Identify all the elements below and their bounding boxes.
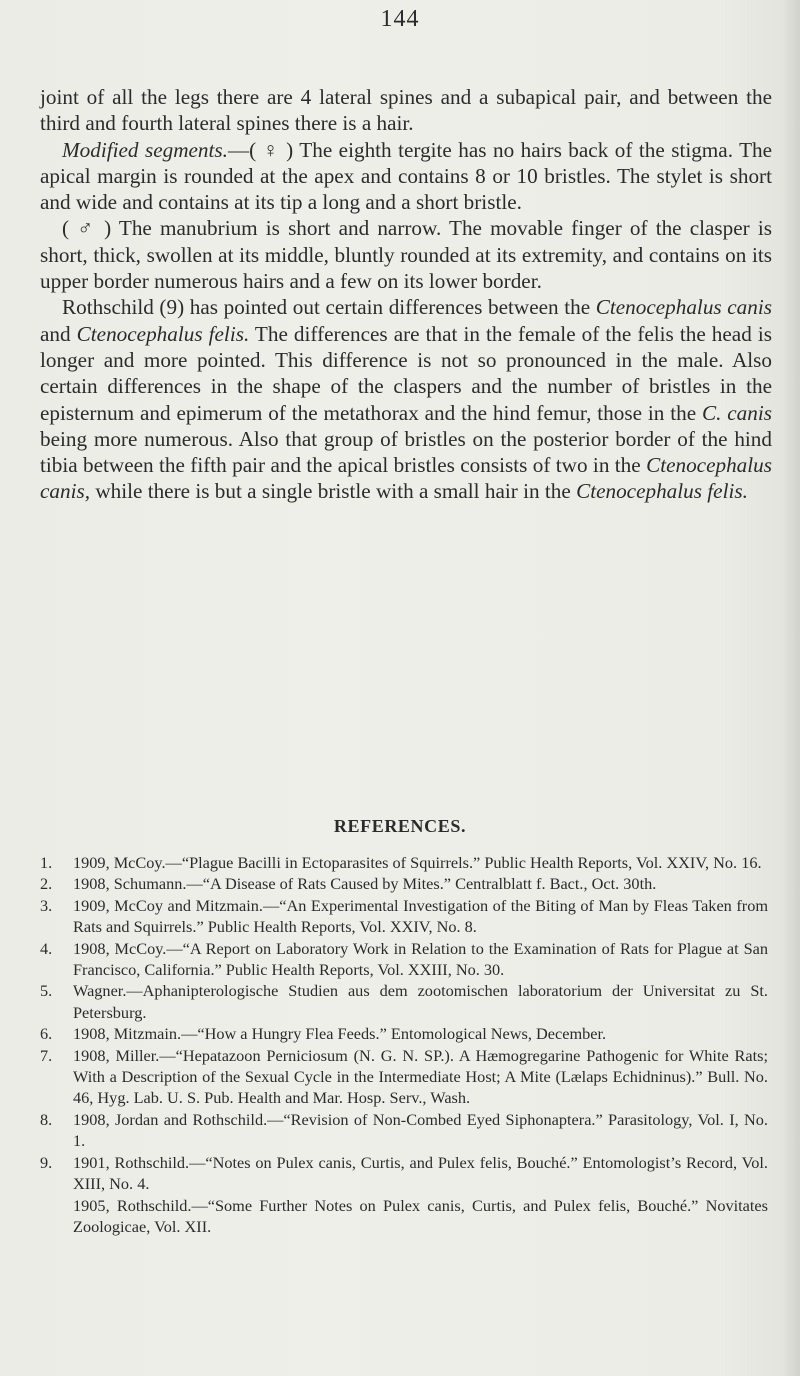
- reference-number: 9.: [40, 1152, 53, 1172]
- paragraph-1: joint of all the legs there are 4 lateral spines and a subapical pair, and between the third and fourth lateral spines there is a hair.: [40, 85, 772, 136]
- reference-text: 1908, Mitzmain.—“How a Hungry Flea Feeds.” Entomological News, December.: [73, 1024, 607, 1044]
- reference-number: 3.: [40, 895, 53, 915]
- reference-text: Wagner.—Aphanipterologische Studien aus dem zootomischen laboratorium der Universitat zu St. Petersburg.: [73, 981, 768, 1022]
- reference-item: [40, 1195, 768, 1238]
- reference-item: [40, 852, 768, 873]
- reference-text: 1908, Miller.—“Hepatazoon Perniciosum (N. G. N. SP.). A Hæmogregarine Pathogenic for White Rats; With a Description of the Sexual Cycle in the Intermediate Host; A Mite (Lælaps Echidninus).” Bull. No. 46, Hyg. Lab. U. S. Pub. Health and Mar. Hosp. Serv., Wash.: [73, 1045, 768, 1108]
- reference-item: [40, 873, 768, 894]
- reference-text: 1908, Jordan and Rothschild.—“Revision of Non-Combed Eyed Siphonaptera.” Parasitology, Vol. I, No. 1.: [73, 1109, 768, 1151]
- p4-species-3: C. canis: [701, 400, 772, 425]
- body-text: [40, 84, 772, 505]
- reference-number: 7.: [40, 1045, 53, 1065]
- p4-species-5: Ctenocephalus felis.: [576, 479, 748, 504]
- p4-text-2: and: [40, 321, 77, 346]
- reference-item: [40, 1109, 768, 1152]
- paragraph-2: [40, 137, 772, 216]
- reference-item: [40, 1023, 768, 1044]
- p4-species-4: Ctenocephalus canis,: [40, 453, 772, 504]
- reference-item: [40, 1152, 768, 1195]
- reference-number: 5.: [40, 981, 53, 1001]
- reference-item: [40, 895, 768, 938]
- modified-segments-heading: Modified segments.: [62, 137, 228, 162]
- reference-text: 1908, Schumann.—“A Disease of Rats Caused by Mites.” Centralblatt f. Bact., Oct. 30th.: [73, 874, 657, 894]
- references-list: [40, 852, 768, 1237]
- reference-text: 1905, Rothschild.—“Some Further Notes on Pulex canis, Curtis, and Pulex felis, Bouché.” Novitates Zoologicae, Vol. XII.: [73, 1195, 768, 1236]
- reference-item: [40, 938, 768, 981]
- p4-text-4: being more numerous. Also that group of bristles on the posterior border of the hind tibia between the fifth pair and the apical bristles consists of two in the: [40, 426, 772, 478]
- paragraph-2-text: —( ♀ ) The eighth tergite has no hairs back of the stigma. The apical margin is rounded at the apex and contains 8 or 10 bristles. The stylet is short and wide and contains at its tip a long and a short bristle.: [40, 137, 773, 215]
- reference-number: 1.: [40, 853, 53, 872]
- page-number: 144: [380, 6, 420, 32]
- references-heading: REFERENCES.: [333, 816, 467, 836]
- page-edge-shadow: [782, 0, 800, 1376]
- p4-text-1: Rothschild (9) has pointed out certain differences between the: [62, 295, 596, 320]
- paragraph-4: [40, 294, 772, 504]
- reference-text: 1909, McCoy and Mitzmain.—“An Experimental Investigation of the Biting of Man by Fleas Taken from Rats and Squirrels.” Public Health Reports, Vol. XXIV, No. 8.: [73, 895, 768, 937]
- reference-number: 4.: [40, 938, 53, 958]
- reference-item: [40, 980, 768, 1023]
- reference-number: 8.: [40, 1109, 53, 1129]
- reference-item: [40, 1045, 768, 1109]
- p4-species-2: Ctenocephalus felis.: [76, 321, 250, 346]
- p4-species-1: Ctenocephalus canis: [595, 295, 772, 320]
- reference-text: 1908, McCoy.—“A Report on Laboratory Work in Relation to the Examination of Rats for Plague at San Francisco, California.” Public Health Reports, Vol. XXIII, No. 30.: [73, 938, 768, 980]
- p4-text-5: while there is but a single bristle with a small hair in the: [90, 479, 577, 504]
- paragraph-3: ( ♂ ) The manubrium is short and narrow. The movable finger of the clasper is short, thick, swollen at its middle, bluntly rounded at its extremity, and contains on its upper border numerous hairs and a few on its lower border.: [40, 216, 772, 294]
- reference-number: 2.: [40, 874, 53, 894]
- reference-text: 1909, McCoy.—“Plague Bacilli in Ectoparasites of Squirrels.” Public Health Reports, Vol. XXIV, No. 16.: [73, 853, 762, 872]
- reference-number: 6.: [40, 1024, 53, 1044]
- p4-text-3: The differences are that in the female of the felis the head is longer and more pointed. This difference is not so pronounced in the male. Also certain differences in the shape of the claspers and the number of bristles in the episternum and epimerum of the metathorax and the hind femur, those in the: [40, 321, 772, 425]
- reference-text: 1901, Rothschild.—“Notes on Pulex canis, Curtis, and Pulex felis, Bouché.” Entomologist’s Record, Vol. XIII, No. 4.: [73, 1152, 768, 1194]
